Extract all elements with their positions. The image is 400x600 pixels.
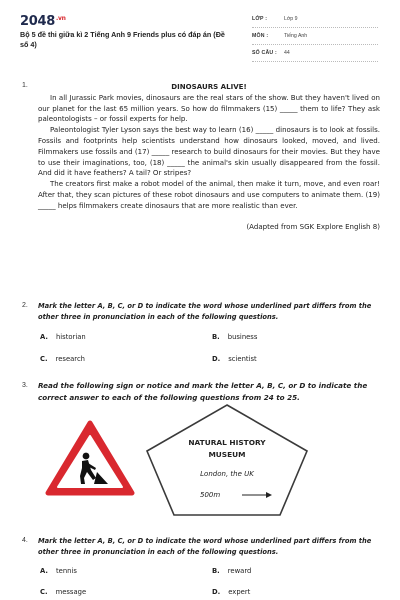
passage-paragraph: In all Jurassic Park movies, dinosaurs are the real stars of the show. But they haven't lived on our planet for the last 65 million years. So how do filmmakers (15) _____ them to life? They ask paleontologists – or fossil experts for help. xyxy=(38,92,380,124)
answer-option-c[interactable] xyxy=(40,588,86,596)
option-text: expert xyxy=(228,588,251,596)
passage-title: DINOSAURS ALIVE! xyxy=(171,82,247,91)
meta-value: Lớp 9 xyxy=(284,16,298,22)
option-letter: D. xyxy=(212,588,221,596)
sign-title-line: NATURAL HISTORY xyxy=(188,438,266,447)
option-letter: D. xyxy=(212,355,221,363)
question-number: 3. xyxy=(22,382,28,389)
document-title: Bộ 5 đề thi giữa kì 2 Tiếng Anh 9 Friends plus có đáp án (Đề số 4) xyxy=(20,30,225,49)
option-text: business xyxy=(227,333,258,341)
answer-option-d[interactable] xyxy=(212,355,257,363)
question-number: 1. xyxy=(22,82,28,89)
answer-option-a[interactable] xyxy=(40,333,86,341)
option-letter: C. xyxy=(40,355,48,363)
meta-value: 44 xyxy=(284,50,290,56)
option-letter: A. xyxy=(40,567,48,575)
reading-passage xyxy=(38,82,380,232)
sign-location: London, the UK xyxy=(200,470,254,478)
question-number: 2. xyxy=(22,302,28,309)
sign-distance: 500m xyxy=(200,491,221,499)
option-letter: A. xyxy=(40,333,48,341)
site-logo[interactable] xyxy=(20,14,66,29)
option-letter: B. xyxy=(212,567,220,575)
option-text: historian xyxy=(55,333,86,341)
meta-row-class xyxy=(252,14,378,28)
option-text: message xyxy=(55,588,87,596)
arrow-right-icon xyxy=(242,491,272,499)
meta-key: SỐ CÂU : xyxy=(252,50,277,56)
passage-paragraph: Paleontologist Tyler Lyson says the best way to learn (16) _____ dinosaurs is to look at fossils. Fossils and footprints help scientists understand how dinosaurs looked, moved, and lived. Filmmakers use fossils and (17) _____ research to build dinosaurs for their movies. But they have to use their imaginations, too, (18) _____ the animal's skin usually disappeared from the fossil. And did it have feathers? A tail? Or stripes? xyxy=(38,125,380,178)
meta-value: Tiếng Anh xyxy=(284,33,308,39)
option-letter: B. xyxy=(212,333,220,341)
sign-title xyxy=(142,437,312,461)
option-text: reward xyxy=(227,567,252,575)
option-text: scientist xyxy=(228,355,257,363)
question-instruction: Mark the letter A, B, C, or D to indicate the word whose underlined part differs from the other three in pronunciation in each of the following questions. xyxy=(38,302,372,321)
meta-row-count xyxy=(252,48,378,62)
answer-option-b[interactable] xyxy=(212,333,257,341)
answer-option-c[interactable] xyxy=(40,355,85,363)
answer-option-b[interactable] xyxy=(212,567,251,575)
option-text: tennis xyxy=(55,567,77,575)
answer-option-d[interactable] xyxy=(212,588,250,596)
document-meta xyxy=(252,14,378,65)
answer-option-a[interactable] xyxy=(40,567,77,575)
sign-title-line: MUSEUM xyxy=(208,450,246,459)
roadworks-warning-sign xyxy=(44,418,136,498)
meta-key: LỚP : xyxy=(252,16,268,22)
question-number: 4. xyxy=(22,537,28,544)
option-text: research xyxy=(55,355,85,363)
meta-row-subject xyxy=(252,31,378,45)
question-instruction: Mark the letter A, B, C, or D to indicate the word whose underlined part differs from the other three in pronunciation in each of the following questions. xyxy=(38,537,372,556)
logo-suffix: .vn xyxy=(55,14,66,22)
logo-text: 2048 xyxy=(20,14,55,29)
passage-source: (Adapted from SGK Explore English 8) xyxy=(246,221,380,231)
meta-key: MÔN : xyxy=(252,33,269,39)
option-letter: C. xyxy=(40,588,48,596)
passage-paragraph: The creators first make a robot model of the animal, then make it turn, move, and even roar! After that, they scan pictures of these robot dinosaurs and use computers to animate them. (19) _____ helps filmmakers create dinosaurs that are more realistic than ever. xyxy=(38,179,380,210)
question-instruction: Read the following sign or notice and mark the letter A, B, C, or D to indicate the correct answer to each of the following questions from 24 to 25. xyxy=(38,381,368,402)
document-header xyxy=(0,0,400,66)
